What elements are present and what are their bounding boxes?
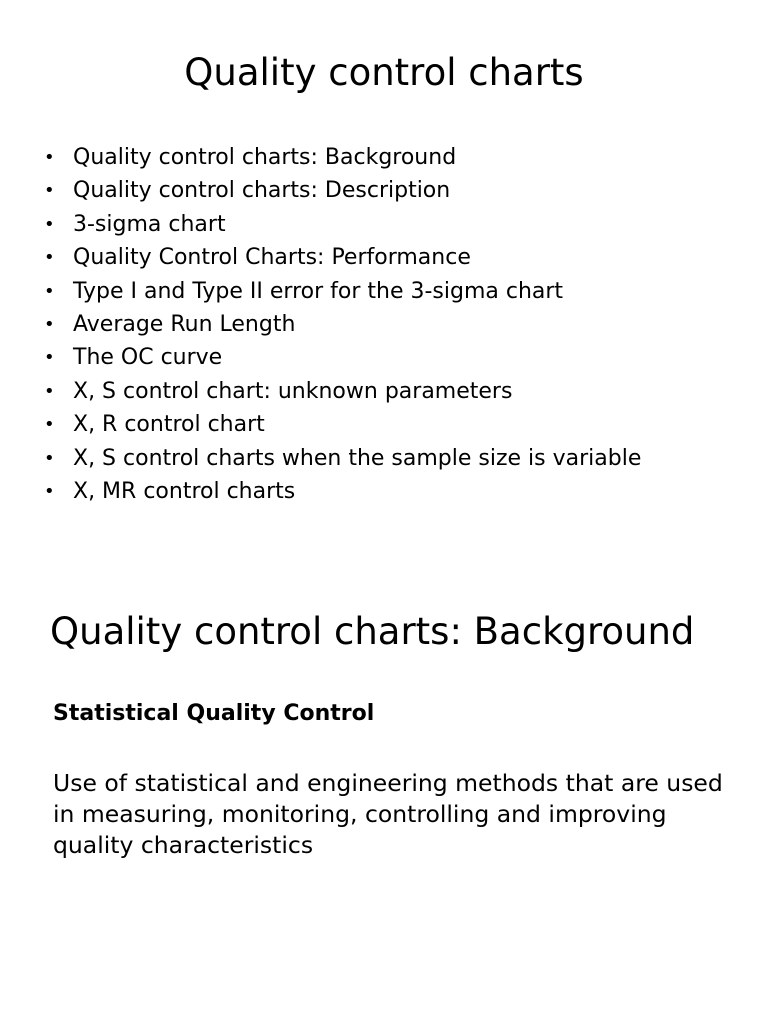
list-item-text: Average Run Length — [73, 312, 296, 338]
slide-background — [0, 560, 768, 1024]
bullet-icon: • — [44, 481, 55, 503]
list-item-text: 3-sigma chart — [73, 211, 226, 237]
list-item-text: X, S control chart: unknown parameters — [73, 378, 513, 404]
body-paragraph: Use of statistical and engineering methods that are used in measuring, monitoring, controlling and improving quality characteristics — [53, 769, 723, 859]
bullet-icon: • — [44, 280, 55, 302]
bullet-icon: • — [44, 447, 55, 469]
list-item — [44, 174, 641, 207]
list-item — [44, 375, 641, 408]
bullet-icon: • — [44, 414, 55, 436]
bullet-icon: • — [44, 180, 55, 202]
list-item-text: X, R control chart — [73, 412, 265, 438]
list-item-text: The OC curve — [73, 345, 223, 371]
bullet-icon: • — [44, 147, 55, 168]
list-item-text: X, MR control charts — [73, 479, 296, 505]
list-item-text: Type I and Type II error for the 3-sigma chart — [73, 278, 564, 304]
contents-list — [44, 141, 641, 508]
list-item — [44, 308, 641, 341]
bullet-icon: • — [44, 213, 55, 235]
slide-title: Quality control charts: Background — [50, 610, 695, 653]
subheading: Statistical Quality Control — [53, 701, 375, 726]
list-item-text: Quality Control Charts: Performance — [73, 245, 471, 271]
list-item — [44, 275, 641, 308]
list-item-text: X, S control charts when the sample size is variable — [73, 445, 642, 471]
list-item — [44, 208, 641, 241]
slide-title: Quality control charts — [184, 51, 584, 94]
bullet-icon: • — [44, 347, 55, 369]
list-item-text: Quality control charts: Description — [73, 178, 451, 204]
list-item — [44, 141, 641, 174]
list-item — [44, 341, 641, 374]
list-item — [44, 442, 641, 475]
list-item — [44, 475, 641, 508]
bullet-icon: • — [44, 247, 55, 269]
list-item-text: Quality control charts: Background — [73, 145, 457, 170]
list-item — [44, 241, 641, 274]
list-item — [44, 408, 641, 441]
bullet-icon: • — [44, 314, 55, 336]
bullet-icon: • — [44, 380, 55, 402]
